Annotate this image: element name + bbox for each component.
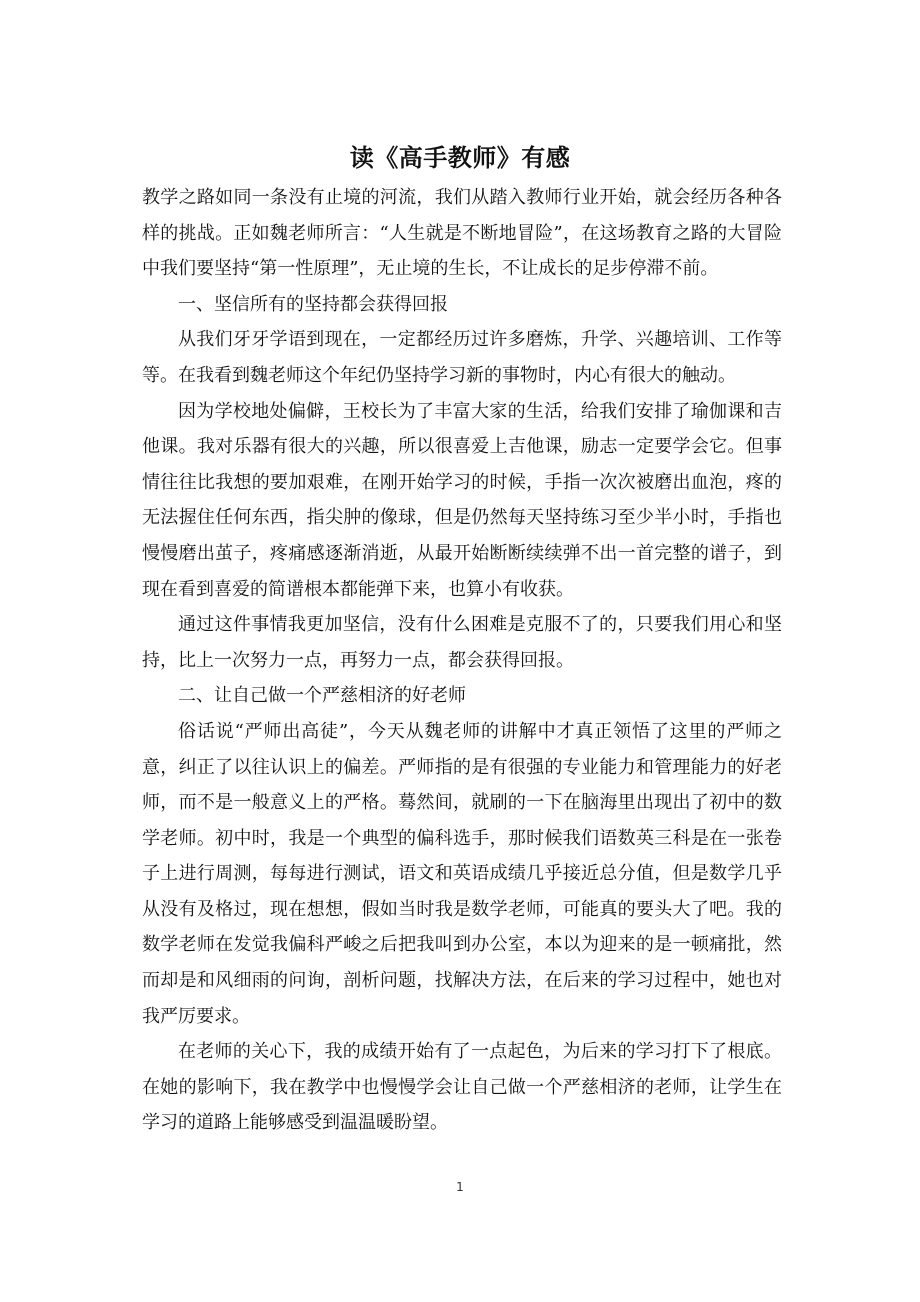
page-number: 1 bbox=[456, 1180, 464, 1194]
paragraph-intro: 教学之路如同一条没有止境的河流，我们从踏入教师行业开始，就会经历各种各样的挑战。正如魏老师所言：“人生就是不断地冒险”，在这场教育之路的大冒险中我们要坚持“第一性原理”，无止境的生长，不让成长的足步停滞不前。 bbox=[142, 187, 782, 280]
paragraph: 通过这件事情我更加坚信，没有什么困难是克服不了的，只要我们用心和坚持，比上一次努力一点，再努力一点，都会获得回报。 bbox=[142, 614, 782, 671]
section-heading-1: 一、坚信所有的坚持都会获得回报 bbox=[178, 293, 448, 315]
paragraph: 从我们牙牙学语到现在，一定都经历过许多磨炼，升学、兴趣培训、工作等等。在我看到魏老师这个年纪仍坚持学习新的事物时，内心有很大的触动。 bbox=[142, 329, 782, 386]
document-body bbox=[142, 180, 782, 1141]
paragraph: 因为学校地处偏僻，王校长为了丰富大家的生活，给我们安排了瑜伽课和吉他课。我对乐器有很大的兴趣，所以很喜爱上吉他课，励志一定要学会它。但事情往往比我想的要加艰难，在刚开始学习的时候，手指一次次被磨出血泡，疼的无法握住任何东西，指尖肿的像球，但是仍然每天坚持练习至少半小时，手指也慢慢磨出茧子，疼痛感逐渐消逝，从最开始断断续续弹不出一首完整的谱子，到现在看到喜爱的简谱根本都能弹下来，也算小有收获。 bbox=[142, 400, 782, 600]
document-title: 读《高手教师》有感 bbox=[349, 144, 571, 172]
paragraph: 俗话说“严师出高徒”，今天从魏老师的讲解中才真正领悟了这里的严师之意，纠正了以往认识上的偏差。严师指的是有很强的专业能力和管理能力的好老师，而不是一般意义上的严格。蓦然间，就刷的一下在脑海里出现出了初中的数学老师。初中时，我是一个典型的偏科选手，那时候我们语数英三科是在一张卷子上进行周测，每每进行测试，语文和英语成绩几乎接近总分值，但是数学几乎从没有及格过，现在想想，假如当时我是数学老师，可能真的要头大了吧。我的数学老师在发觉我偏科严峻之后把我叫到办公室，本以为迎来的是一顿痛批，然而却是和风细雨的问询，剖析问题，找解决方法，在后来的学习过程中，她也对我严厉要求。 bbox=[142, 720, 782, 1027]
paragraph: 在老师的关心下，我的成绩开始有了一点起色，为后来的学习打下了根底。在她的影响下，我在教学中也慢慢学会让自己做一个严慈相济的老师，让学生在学习的道路上能够感受到温温暖盼望。 bbox=[142, 1041, 782, 1134]
section-heading-2: 二、让自己做一个严慈相济的好老师 bbox=[178, 685, 466, 707]
